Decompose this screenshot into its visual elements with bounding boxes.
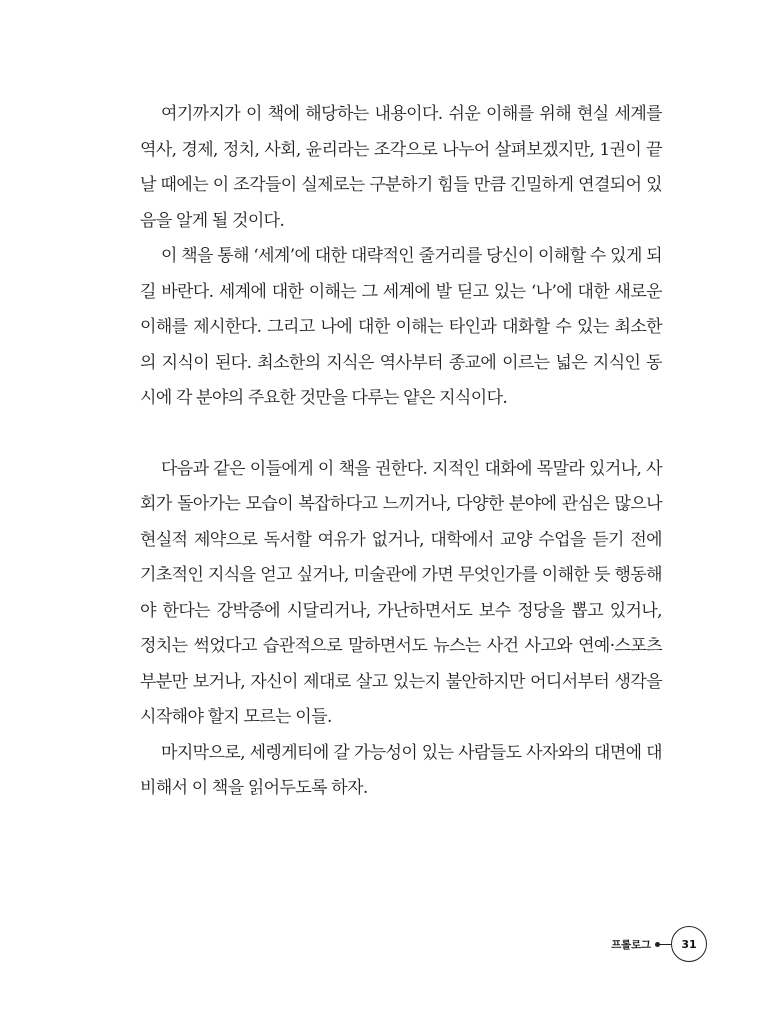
page-number: 31: [671, 926, 707, 962]
page-body: [140, 97, 662, 807]
paragraph-1: 여기까지가 이 책에 해당하는 내용이다. 쉬운 이해를 위해 현실 세계를 역사, 경제, 정치, 사회, 윤리라는 조각으로 나누어 살펴보겠지만, 1권이 끝날 때에는 이 조각들이 실제로는 구분하기 힘들 만큼 긴밀하게 연결되어 있음을 알게 될 것이다.: [140, 104, 662, 231]
paragraph-3: 다음과 같은 이들에게 이 책을 권한다. 지적인 대화에 목말라 있거나, 사회가 돌아가는 모습이 복잡하다고 느끼거나, 다양한 분야에 관심은 많으나 현실적 제약으로 독서할 여유가 없거나, 대학에서 교양 수업을 듣기 전에 기초적인 지식을 얻고 싶거나, 미술관에 가면 무엇인가를 이해한 듯 행동해야 한다는 강박증에 시달리거나, 가난하면서도 보수 정당을 뽑고 있거나, 정치는 썩었다고 습관적으로 말하면서도 뉴스는 사건 사고와 연예·스포츠 부분만 보거나, 자신이 제대로 살고 있는지 불안하지만 어디서부터 생각을 시작해야 할지 모르는 이들.: [140, 458, 662, 727]
footer-dot-icon: [655, 942, 660, 947]
section-gap: [140, 417, 662, 452]
paragraph-4: 마지막으로, 세렝게티에 갈 가능성이 있는 사람들도 사자와의 대면에 대비해서 이 책을 읽어두도록 하자.: [140, 742, 662, 798]
paragraph-2: 이 책을 통해 ‘세계’에 대한 대략적인 줄거리를 당신이 이해할 수 있게 되길 바란다. 세계에 대한 이해는 그 세계에 발 딛고 있는 ‘나’에 대한 새로운 이해를 제시한다. 그리고 나에 대한 이해는 타인과 대화할 수 있는 최소한의 지식이 된다. 최소한의 지식은 역사부터 종교에 이르는 넓은 지식인 동시에 각 분야의 주요한 것만을 다루는 얕은 지식이다.: [140, 246, 662, 408]
footer-connector: [657, 944, 671, 945]
section-label: 프롤로그: [611, 938, 651, 951]
page-footer: [611, 925, 707, 963]
